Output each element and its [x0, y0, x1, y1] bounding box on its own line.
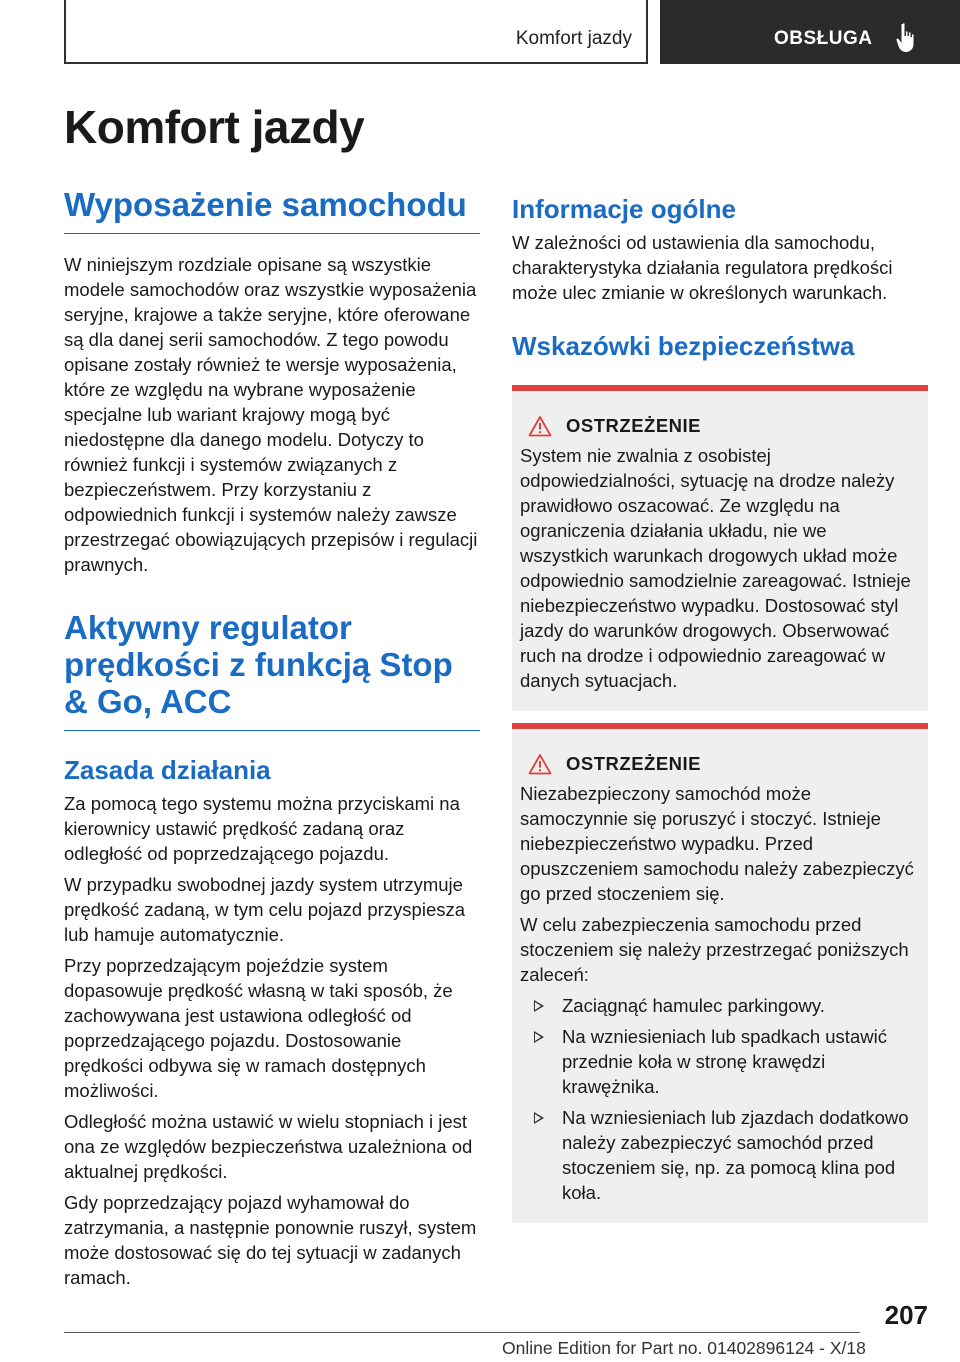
bullet-triangle-icon: [534, 1031, 544, 1043]
principle-paragraph-5: Gdy poprzedzający pojazd wyhamował do zatrzymania, a następnie ponownie ruszył, system może dostosować się do tej sytuacji w zadanych ramach.: [64, 1192, 477, 1288]
page-title: Komfort jazdy: [64, 101, 365, 153]
acc-heading: Aktywny regulator prędkości z funkcją Stop & Go, ACC: [64, 609, 480, 731]
warning-1-header: [528, 415, 920, 437]
list-item-text: Na wzniesieniach lub zjazdach dodatkowo należy zabezpieczyć samochód przed stoczeniem się, np. za pomocą klina pod koła.: [562, 1107, 909, 1203]
general-heading: Informacje ogólne: [512, 194, 736, 224]
warning-box-1: [512, 385, 928, 711]
warning-triangle-icon: [528, 415, 552, 437]
warning-2-body-2: W celu zabezpieczenia samochodu przed stoczeniem się należy przestrzegać poniższych zaleceń:: [520, 914, 909, 985]
hand-pointer-icon: [894, 22, 918, 54]
footer-edition: Online Edition for Part no. 01402896124 - X/18: [502, 1338, 866, 1358]
equipment-body: W niniejszym rozdziale opisane są wszystkie modele samochodów oraz wszystkie wyposażenia seryjne, krajowe a także seryjne, które oferowane są dla danej serii samochodów. Z tego powodu opisane zostały również te wersje wyposażenia, które ze względu na wybrane wyposażenie specjalne lub wariant krajowy mogą być niedostępne dla danego modelu. Dotyczy to również funkcji i systemów związanych z bezpieczeństwem. Przy korzystaniu z odpowiednich funkcji i systemów należy zawsze przestrzegać obowiązujących przepisów i regulacji prawnych.: [64, 254, 478, 575]
bullet-triangle-icon: [534, 1112, 544, 1124]
list-item: [520, 1024, 920, 1099]
warning-2-header: [528, 753, 920, 775]
warning-1-label: OSTRZEŻENIE: [566, 415, 702, 436]
principle-heading: Zasada działania: [64, 755, 271, 785]
warning-box-2: [512, 723, 928, 1223]
header-tab-label: OBSŁUGA: [774, 28, 873, 49]
list-item: [520, 1105, 920, 1205]
safety-heading: Wskazówki bezpieczeństwa: [512, 331, 855, 361]
left-column: [64, 186, 480, 1290]
list-item-text: Zaciągnąć hamulec parkingowy.: [562, 995, 825, 1016]
principle-paragraph-2: W przypadku swobodnej jazdy system utrzymuje prędkość zadaną, w tym celu pojazd przyspiesza lub hamuje automatycznie.: [64, 874, 466, 945]
right-column: [512, 186, 928, 1223]
equipment-heading: Wyposażenie samochodu: [64, 186, 480, 234]
principle-paragraph-1: Za pomocą tego systemu można przyciskami na kierownicy ustawić prędkość zadaną oraz odległość od poprzedzającego pojazdu.: [64, 793, 460, 864]
list-item-text: Na wzniesieniach lub spadkach ustawić przednie koła w stronę krawędzi krawężnika.: [562, 1026, 887, 1097]
principle-paragraph-3: Przy poprzedzającym pojeździe system dopasowuje prędkość własną w taki sposób, że zachowywana jest ustawiona odległość od poprzedzającego pojazdu. Dostosowanie prędkości odbywa się w ramach dostępnych możliwości.: [64, 955, 453, 1101]
general-body: W zależności od ustawienia dla samochodu, charakterystyka działania regulatora prędkości może ulec zmianie w określonych warunkach.: [512, 232, 893, 303]
bullet-triangle-icon: [534, 1000, 544, 1012]
list-item: [520, 993, 920, 1018]
warning-triangle-icon: [528, 753, 552, 775]
precaution-list: [520, 993, 920, 1205]
header-tab-obsluga[interactable]: [660, 0, 960, 64]
header-section-title: Komfort jazdy: [515, 28, 632, 49]
page-number: 207: [884, 1300, 928, 1330]
footer-divider: [64, 1332, 860, 1333]
header-section-box: [64, 0, 648, 64]
warning-2-label: OSTRZEŻENIE: [566, 753, 702, 774]
principle-paragraph-4: Odległość można ustawić w wielu stopniach i jest ona ze względów bezpieczeństwa uzależniona od aktualnej prędkości.: [64, 1111, 473, 1182]
warning-2-body-1: Niezabezpieczony samochód może samoczynnie się poruszyć i stoczyć. Istnieje niebezpieczeństwo wypadku. Przed opuszczeniem samochodu należy zabezpieczyć go przed stoczeniem się.: [520, 783, 914, 904]
warning-1-body: System nie zwalnia z osobistej odpowiedzialności, sytuację na drodze należy prawidłowo oszacować. Ze względu na ograniczenia działania układu, nie we wszystkich warunkach drogowych układ może odpowiednio samodzielnie zareagować. Istnieje niebezpieczeństwo wypadku. Dostosować styl jazdy do warunków drogowych. Obserwować ruch na drodze i odpowiednio zareagować w danych sytuacjach.: [520, 445, 911, 691]
